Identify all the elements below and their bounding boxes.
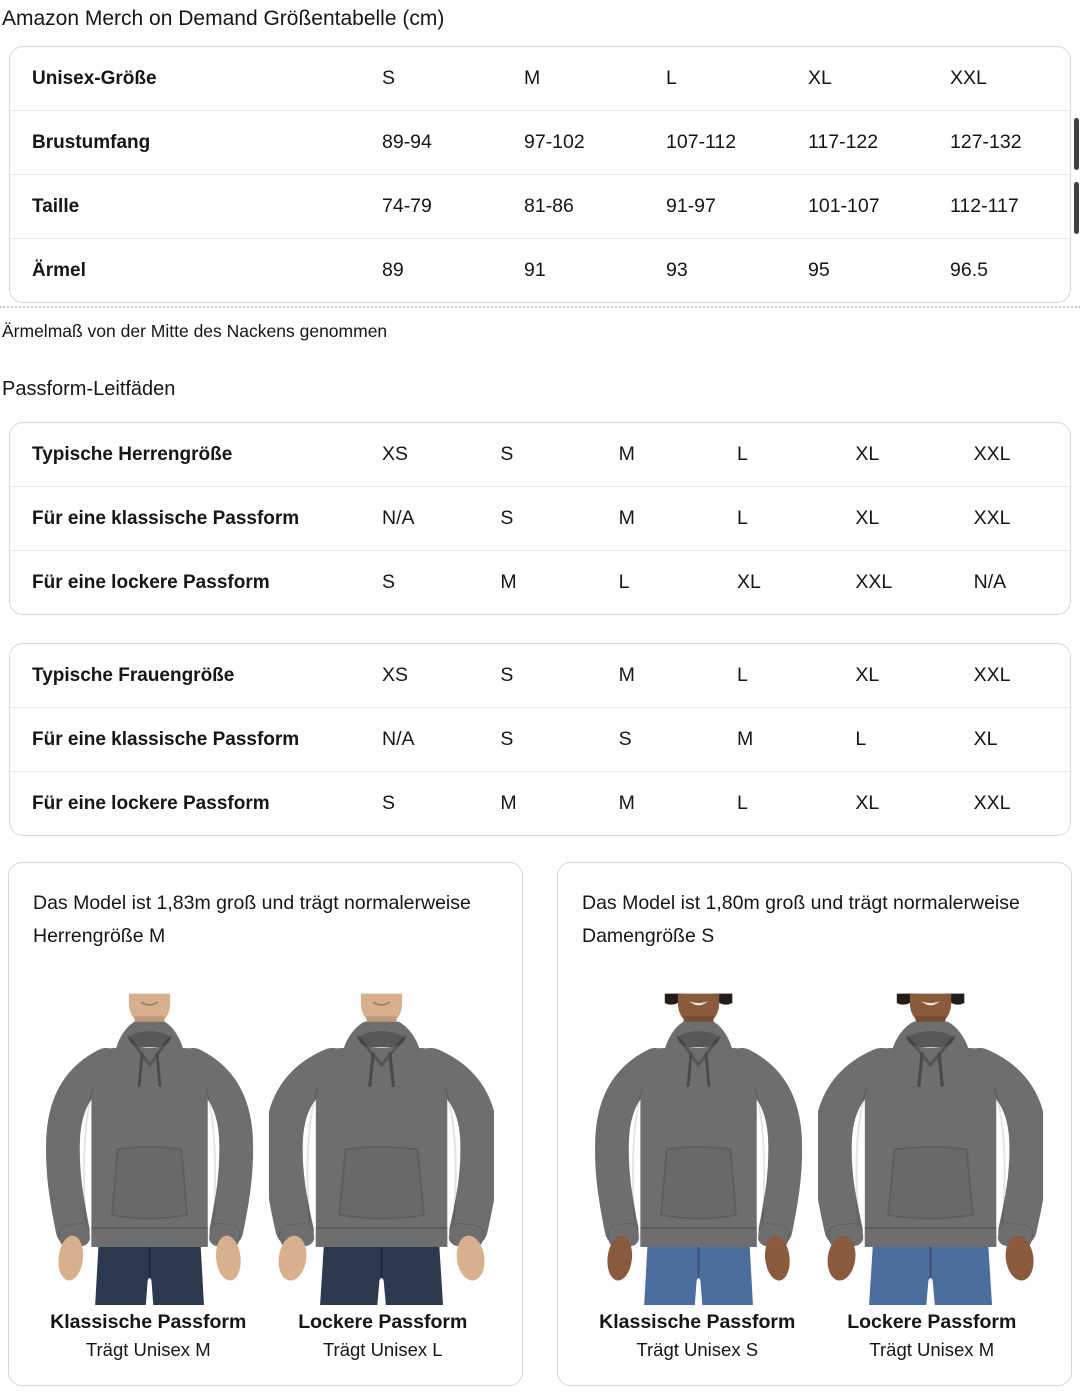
cell: 74-79 bbox=[382, 195, 432, 217]
cell: 112-117 bbox=[950, 195, 1019, 217]
cell: XL bbox=[737, 571, 761, 593]
model-photo-classic-fit bbox=[586, 965, 811, 1305]
fit-label: Lockere Passform bbox=[847, 1311, 1017, 1333]
cell: L bbox=[737, 443, 748, 465]
cell: 81-86 bbox=[524, 195, 574, 217]
cell: XL bbox=[855, 507, 880, 529]
table-row bbox=[10, 486, 1070, 550]
fit-label: Lockere Passform bbox=[298, 1311, 468, 1333]
row-label: Für eine lockere Passform bbox=[32, 571, 270, 593]
cell: 117-122 bbox=[808, 131, 879, 153]
cell: XXL bbox=[973, 443, 1011, 465]
model-photo-loose-fit bbox=[269, 965, 494, 1305]
cell: N/A bbox=[382, 507, 415, 529]
cell: XL bbox=[808, 67, 832, 89]
cell: S bbox=[500, 507, 514, 529]
cell: M bbox=[618, 664, 635, 686]
row-label: Für eine lockere Passform bbox=[32, 792, 270, 814]
cell: XXL bbox=[973, 507, 1011, 529]
cell: XXL bbox=[855, 571, 893, 593]
cell: S bbox=[500, 443, 514, 465]
cell: 107-112 bbox=[666, 131, 737, 153]
mens-fit-table bbox=[9, 422, 1071, 615]
cell: 96.5 bbox=[950, 259, 988, 281]
cell: 91-97 bbox=[666, 195, 716, 217]
mens-model-card bbox=[8, 862, 523, 1386]
cell: L bbox=[737, 664, 748, 686]
row-label: Typische Herrengröße bbox=[32, 443, 233, 465]
cell: S bbox=[382, 792, 396, 814]
size-label: Trägt Unisex L bbox=[322, 1339, 443, 1360]
row-label: Typische Frauengröße bbox=[32, 664, 235, 686]
cell: L bbox=[855, 728, 867, 750]
photo-captions bbox=[31, 1309, 500, 1363]
cell: 89-94 bbox=[382, 131, 432, 153]
scrollbar-thumb[interactable] bbox=[1074, 182, 1079, 234]
caption-classic-fit bbox=[580, 1309, 815, 1363]
cell: M bbox=[618, 443, 635, 465]
cell: XL bbox=[855, 792, 880, 814]
cell: M bbox=[737, 728, 754, 750]
row-label: Ärmel bbox=[32, 259, 86, 281]
cell: S bbox=[382, 67, 396, 89]
cell: M bbox=[500, 792, 517, 814]
model-photos bbox=[580, 965, 1049, 1305]
cell: N/A bbox=[973, 571, 1007, 593]
cell: XXL bbox=[973, 792, 1011, 814]
cell: L bbox=[666, 67, 677, 89]
cell: XL bbox=[855, 664, 880, 686]
model-description: Das Model ist 1,83m groß und trägt normalerweise Herrengröße M bbox=[33, 892, 471, 947]
cell: N/A bbox=[382, 728, 415, 750]
cell: M bbox=[500, 571, 517, 593]
size-label: Trägt Unisex M bbox=[869, 1339, 995, 1360]
caption-classic-fit bbox=[31, 1309, 266, 1363]
table-row bbox=[10, 644, 1070, 707]
size-label: Trägt Unisex M bbox=[85, 1339, 211, 1360]
cell: 97-102 bbox=[524, 131, 585, 153]
table-row bbox=[10, 47, 1070, 110]
cell: L bbox=[618, 571, 630, 593]
cell: XL bbox=[855, 443, 880, 465]
table-row bbox=[10, 707, 1070, 771]
model-photos bbox=[31, 965, 500, 1305]
cell: 101-107 bbox=[808, 195, 880, 217]
table-row bbox=[10, 174, 1070, 238]
table-row bbox=[10, 423, 1070, 486]
table-row bbox=[10, 550, 1070, 614]
table-row bbox=[10, 238, 1070, 302]
page-title: Amazon Merch on Demand Größentabelle (cm) bbox=[2, 7, 445, 30]
fit-guides-heading: Passform-Leitfäden bbox=[2, 378, 176, 400]
cell: L bbox=[737, 792, 748, 814]
cell: XXL bbox=[950, 67, 987, 89]
fit-label: Klassische Passform bbox=[50, 1311, 247, 1333]
scrollbar-thumb[interactable] bbox=[1074, 118, 1079, 170]
cell: 91 bbox=[524, 259, 546, 281]
cell: XS bbox=[382, 664, 409, 686]
row-label: Unisex-Größe bbox=[32, 67, 157, 89]
sleeve-note: Ärmelmaß von der Mitte des Nackens genommen bbox=[2, 321, 388, 341]
womens-model-card bbox=[557, 862, 1072, 1386]
cell: 93 bbox=[666, 259, 688, 281]
cell: XS bbox=[382, 443, 409, 465]
cell: S bbox=[500, 664, 514, 686]
womens-fit-table bbox=[9, 643, 1071, 836]
fit-label: Klassische Passform bbox=[599, 1311, 796, 1333]
cell: XL bbox=[973, 728, 998, 750]
row-label: Taille bbox=[32, 195, 80, 217]
size-label: Trägt Unisex S bbox=[636, 1339, 759, 1360]
caption-loose-fit bbox=[815, 1309, 1050, 1363]
cell: S bbox=[618, 728, 632, 750]
dotted-divider bbox=[0, 306, 1080, 308]
cell: M bbox=[524, 67, 541, 89]
photo-captions bbox=[580, 1309, 1049, 1363]
model-cards-row bbox=[8, 862, 1072, 1386]
cell: M bbox=[618, 792, 635, 814]
row-label: Brustumfang bbox=[32, 131, 151, 153]
row-label: Für eine klassische Passform bbox=[32, 728, 300, 750]
cell: M bbox=[618, 507, 635, 529]
row-label: Für eine klassische Passform bbox=[32, 507, 300, 529]
cell: S bbox=[382, 571, 396, 593]
table-row bbox=[10, 771, 1070, 835]
size-table bbox=[9, 46, 1071, 303]
model-description: Das Model ist 1,80m groß und trägt normalerweise Damengröße S bbox=[582, 892, 1020, 947]
cell: 127-132 bbox=[950, 131, 1022, 153]
model-photo-classic-fit bbox=[37, 965, 262, 1305]
model-photo-loose-fit bbox=[818, 965, 1043, 1305]
cell: S bbox=[500, 728, 514, 750]
table-row bbox=[10, 110, 1070, 174]
cell: 89 bbox=[382, 259, 404, 281]
cell: XXL bbox=[973, 664, 1011, 686]
caption-loose-fit bbox=[266, 1309, 501, 1363]
cell: L bbox=[737, 507, 748, 529]
cell: 95 bbox=[808, 259, 830, 281]
